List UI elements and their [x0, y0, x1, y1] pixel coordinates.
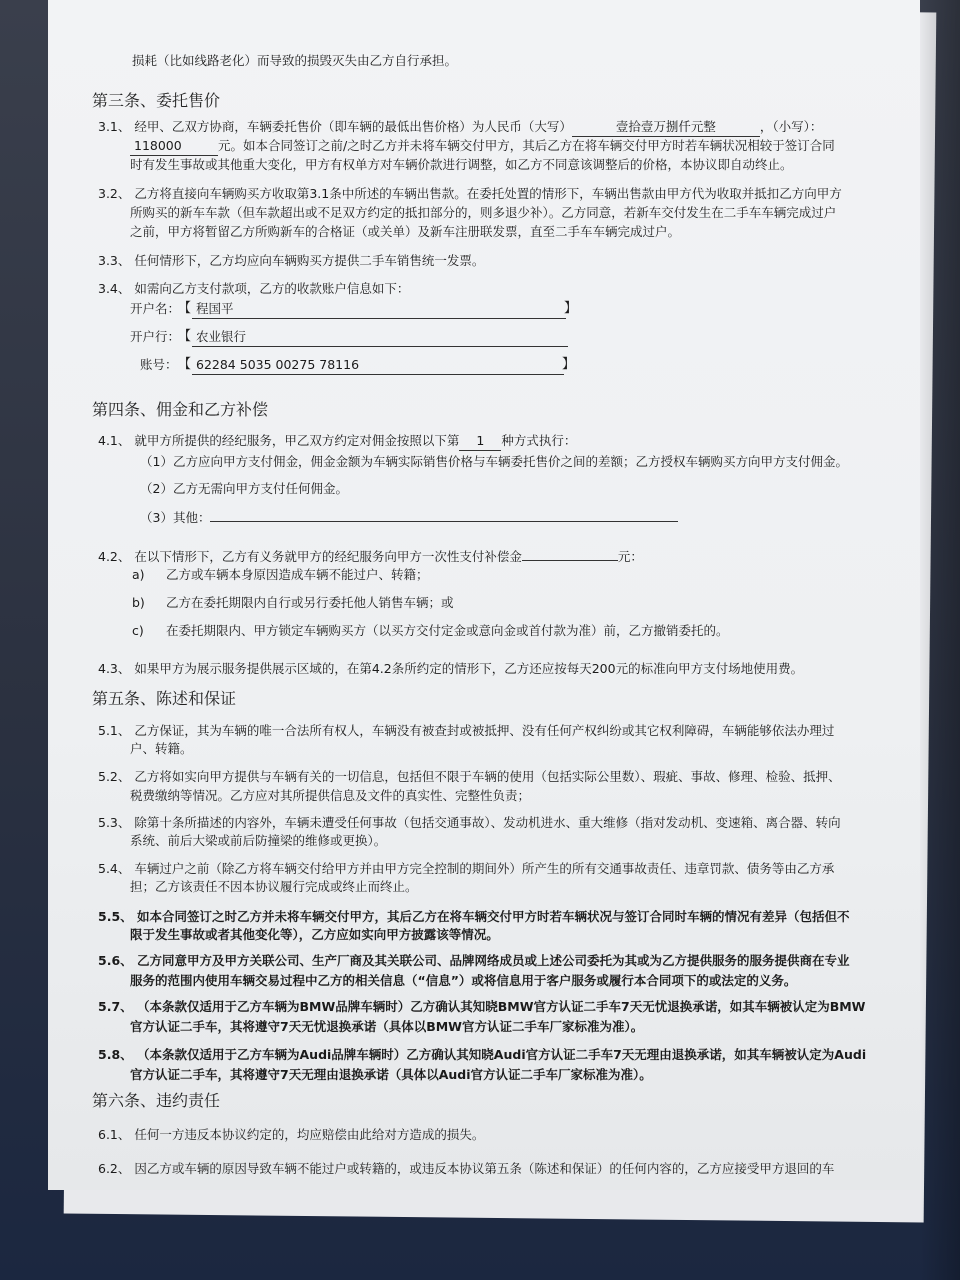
- clause-5-8-line1: 5.8、 （本条款仅适用于乙方车辆为Audi品牌车辆时）乙方确认其知晓Audi官方认证二手车7天无理由退换承诺，如其车辆被认定为Audi: [98, 1047, 867, 1062]
- clause-3-1-text-a: 3.1、 经甲、乙双方协商，车辆委托售价（即车辆的最低出售价格）为人民币（大写）: [98, 119, 572, 134]
- account-number-field: 62284 5035 00275 78116: [192, 356, 564, 375]
- bank-label: 开户行：: [130, 329, 181, 344]
- bank-name-field: 农业银行: [192, 328, 568, 347]
- option-2: （2）乙方无需向甲方支付任何佣金。: [140, 481, 348, 496]
- clause-3-1-line1: [98, 118, 822, 137]
- clause-5-4-line1: 5.4、 车辆过户之前（除乙方将车辆交付给甲方并由甲方完全控制的期间外）所产生的所有交通事故责任、违章罚款、债务等由乙方承: [98, 861, 835, 876]
- clause-3-2-line1: 3.2、 乙方将直接向车辆购买方收取第3.1条中所述的车辆出售款。在委托处置的情形下，车辆出售款由甲方代为收取并抵扣乙方向甲方: [98, 186, 842, 201]
- clause-5-1-line2: 户、转籍。: [130, 741, 193, 756]
- contract-page: [48, 0, 920, 1190]
- clause-5-6-line1: 5.6、 乙方同意甲方及甲方关联公司、生产厂商及其关联公司、品牌网络成员或上述公司委托为其或为乙方提供服务的服务提供商在专业: [98, 953, 850, 968]
- account-right-bracket: 】: [562, 357, 576, 372]
- item-a-label: a): [132, 567, 145, 582]
- option-3: [140, 507, 678, 527]
- section-6-title: 第六条、违约责任: [92, 1091, 221, 1110]
- clause-4-3: 4.3、 如果甲方为展示服务提供展示区域的，在第4.2条所约定的情形下，乙方还应按每天200元的标准向甲方支付场地使用费。: [98, 661, 804, 676]
- payee-right-bracket: 】: [564, 301, 578, 316]
- clause-5-2-line1: 5.2、 乙方将如实向甲方提供与车辆有关的一切信息，包括但不限于车辆的使用（包括实际公里数）、瑕疵、事故、修理、检验、抵押、: [98, 769, 841, 784]
- section-5-title: 第五条、陈述和保证: [92, 689, 237, 708]
- option-3-blank: [210, 507, 678, 522]
- clause-6-2: 6.2、 因乙方或车辆的原因导致车辆不能过户或转籍的，或违反本协议第五条（陈述和保证）的任何内容的，乙方应接受甲方退回的车: [98, 1161, 835, 1176]
- clause-5-6-line2: 服务的范围内使用车辆交易过程中乙方的相关信息（“信息”）或将信息用于客户服务或履行本合同项下的或法定的义务。: [130, 973, 797, 988]
- compensation-amount-blank: [522, 546, 618, 561]
- section-4-title: 第四条、佣金和乙方补偿: [92, 400, 269, 419]
- clause-4-1-text-a: 4.1、 就甲方所提供的经纪服务，甲乙双方约定对佣金按照以下第: [98, 433, 460, 448]
- account-left-bracket: 【: [178, 357, 192, 372]
- item-c: 在委托期限内、甲方锁定车辆购买方（以买方交付定金或意向金或首付款为准）前，乙方撤销委托的。: [166, 623, 729, 638]
- price-in-words: 壹拾壹万捌仟元整: [572, 118, 760, 137]
- clause-3-3: 3.3、 任何情形下，乙方均应向车辆购买方提供二手车销售统一发票。: [98, 253, 485, 268]
- clause-5-2-line2: 税费缴纳等情况。乙方应对其所提供信息及文件的真实性、完整性负责；: [130, 788, 531, 803]
- item-b: 乙方在委托期限内自行或另行委托他人销售车辆；或: [166, 595, 454, 610]
- clause-5-5-line1: 5.5、 如本合同签订之时乙方并未将车辆交付甲方，其后乙方在将车辆交付甲方时若车辆状况与签订合同时车辆的情况有差异（包括但不: [98, 909, 850, 924]
- clause-3-2-line3: 之前，甲方将暂留乙方所购新车的合格证（或关单）及新车注册联发票，直至二手车车辆完成过户。: [130, 224, 681, 239]
- clause-5-7-line1: 5.7、 （本条款仅适用于乙方车辆为BMW品牌车辆时）乙方确认其知晓BMW官方认证二手车7天无忧退换承诺，如其车辆被认定为BMW: [98, 999, 866, 1014]
- item-c-label: c): [132, 623, 144, 638]
- section-3-title: 第三条、委托售价: [92, 91, 221, 110]
- clause-5-8-line2: 官方认证二手车，其将遵守7天无理由退换承诺（具体以Audi官方认证二手车厂家标准为准）。: [130, 1067, 652, 1082]
- clause-4-1-text-b: 种方式执行：: [501, 433, 577, 448]
- option-1: （1）乙方应向甲方支付佣金，佣金金额为车辆实际销售价格与车辆委托售价之间的差额；乙方授权车辆购买方向甲方支付佣金。: [140, 454, 848, 469]
- clause-5-3-line1: 5.3、 除第十条所描述的内容外，车辆未遭受任何事故（包括交通事故）、发动机进水、重大维修（指对发动机、变速箱、离合器、转向: [98, 815, 841, 830]
- clause-3-1-line2: [130, 137, 835, 156]
- edge-shadow: [920, 0, 960, 1280]
- payee-left-bracket: 【: [178, 301, 192, 316]
- option-3-label: （3）其他：: [140, 510, 211, 525]
- clause-3-1-text-b: 元。如本合同签订之前/之时乙方并未将车辆交付甲方，其后乙方在将车辆交付甲方时若车辆状况相较于签订合同: [218, 138, 835, 153]
- payee-name-field: 程国平: [192, 300, 566, 319]
- commission-option-number: 1: [459, 432, 501, 451]
- clause-5-3-line2: 系统、前后大梁或前后防撞梁的维修或更换）。: [130, 833, 387, 848]
- price-in-figures: 118000: [130, 137, 218, 156]
- item-a: 乙方或车辆本身原因造成车辆不能过户、转籍；: [166, 567, 429, 582]
- clause-5-7-line2: 官方认证二手车，其将遵守7天无忧退换承诺（具体以BMW官方认证二手车厂家标准为准）。: [130, 1019, 644, 1034]
- item-b-label: b): [132, 595, 145, 610]
- clause-4-2: [98, 546, 643, 566]
- clause-6-1: 6.1、 任何一方违反本协议约定的，均应赔偿由此给对方造成的损失。: [98, 1127, 485, 1142]
- clause-3-4: 3.4、 如需向乙方支付款项，乙方的收款账户信息如下：: [98, 281, 410, 296]
- payee-label: 开户名：: [130, 301, 181, 316]
- account-label: 账号：: [140, 357, 178, 372]
- small-amount-label: ，（小写）：: [759, 119, 823, 134]
- clause-5-1-line1: 5.1、 乙方保证，其为车辆的唯一合法所有权人，车辆没有被查封或被抵押、没有任何产权纠纷或其它权利障碍，车辆能够依法办理过: [98, 723, 835, 738]
- clause-5-5-line2: 限于发生事故或者其他变化等），乙方应如实向甲方披露该等情况。: [130, 927, 499, 942]
- clause-4-1: [98, 432, 576, 451]
- clause-4-2-text-b: 元：: [617, 549, 643, 564]
- bank-left-bracket: 【: [178, 329, 192, 344]
- top-line: 损耗（比如线路老化）而导致的损毁灭失由乙方自行承担。: [132, 53, 458, 68]
- clause-4-2-text-a: 4.2、 在以下情形下，乙方有义务就甲方的经纪服务向甲方一次性支付补偿金: [98, 549, 522, 564]
- clause-3-2-line2: 所购买的新车车款（但车款超出或不足双方约定的抵扣部分的，则多退少补）。乙方同意，若新车交付发生在二手车车辆完成过户: [130, 205, 837, 220]
- clause-5-4-line2: 担；乙方该责任不因本协议履行完成或终止而终止。: [130, 879, 418, 894]
- clause-3-1-line3: 时有发生事故或其他重大变化，甲方有权单方对车辆价款进行调整，如乙方不同意该调整后的价格，本协议即自动终止。: [130, 157, 793, 172]
